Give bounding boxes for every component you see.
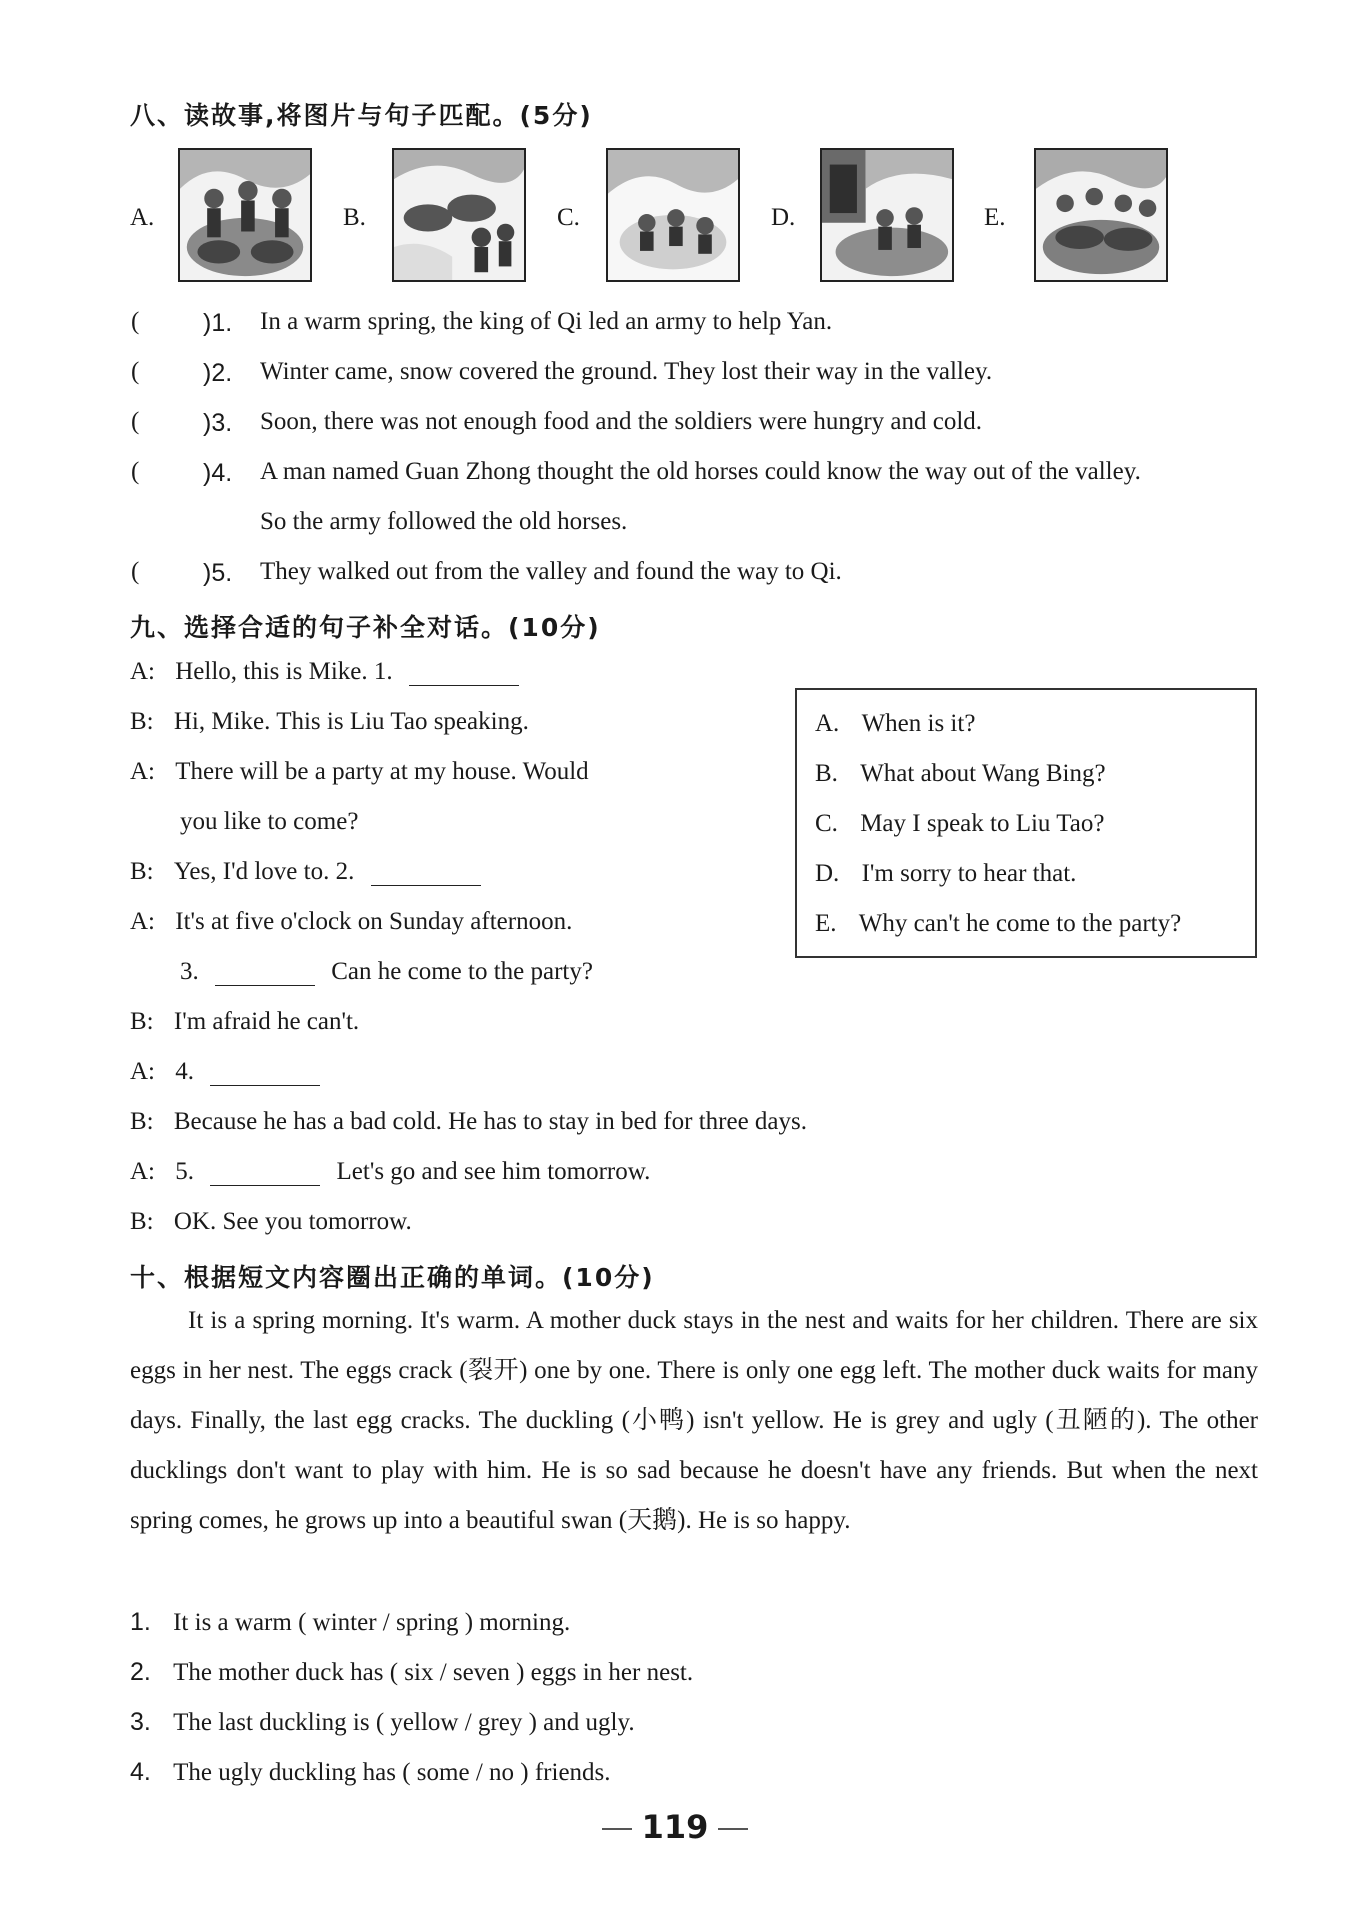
speaker: B: (130, 1008, 154, 1035)
dialogue-line-11 (130, 1208, 412, 1236)
dialogue-line-4 (130, 858, 491, 886)
item-text: Soon, there was not enough food and the soldiers were hungry and cold. (260, 408, 983, 435)
line-text: Hello, this is Mike. 1. (175, 658, 393, 685)
answer-paren[interactable]: ( (131, 458, 140, 485)
picture-b (392, 148, 526, 282)
option-text: What about Wang Bing? (860, 760, 1106, 787)
answer-paren[interactable]: ( (131, 408, 140, 435)
picture-e (1034, 148, 1168, 282)
question-4 (130, 1758, 611, 1787)
item-number: )4. (203, 459, 233, 487)
answer-blank-3[interactable] (215, 959, 315, 986)
soldiers-sitting-in-snow-illustration (608, 150, 738, 280)
line-text: you like to come? (180, 808, 359, 835)
army-on-horseback-illustration (1036, 150, 1166, 280)
question-2 (130, 1658, 693, 1687)
soldiers-marching-illustration (180, 150, 310, 280)
option-text: I'm sorry to hear that. (861, 860, 1077, 887)
army-at-city-gate-illustration (822, 150, 952, 280)
line-number: 3. (180, 958, 199, 985)
dialogue-line-6 (180, 958, 593, 986)
answer-blank-4[interactable] (210, 1059, 320, 1086)
line-text: Let's go and see him tomorrow. (336, 1158, 651, 1185)
question-1 (130, 1608, 570, 1637)
line-text: Hi, Mike. This is Liu Tao speaking. (173, 708, 529, 735)
item-text-continued: So the army followed the old horses. (260, 508, 628, 535)
answer-paren[interactable]: ( (131, 558, 140, 585)
dialogue-line-8 (130, 1058, 330, 1086)
option-letter: E. (815, 910, 837, 937)
item-text: A man named Guan Zhong thought the old horses could know the way out of the valley. (260, 458, 1141, 485)
line-text: OK. See you tomorrow. (173, 1208, 412, 1235)
line-number: 5. (175, 1158, 194, 1185)
section-10-heading: 十、根据短文内容圈出正确的单词。(10分) (130, 1263, 655, 1292)
question-number: 1. (130, 1608, 151, 1636)
option-text: When is it? (861, 710, 976, 737)
question-text[interactable]: The ugly duckling has ( some / no ) friends. (173, 1759, 611, 1786)
line-text: It's at five o'clock on Sunday afternoon. (175, 908, 573, 935)
picture-c (606, 148, 740, 282)
dash-left (602, 1828, 632, 1830)
speaker: B: (130, 1108, 154, 1135)
section-9-heading: 九、选择合适的句子补全对话。(10分) (130, 613, 601, 642)
option-letter: C. (815, 810, 838, 837)
reading-passage: It is a spring morning. It's warm. A mother duck stays in the nest and waits for her children. There are six eggs in her nest. The eggs crack (裂开) one by one. There is only one egg left. The mother duck waits for many days. Finally, the last egg cracks. The duckling (小鸭) isn't yellow. He is grey and ugly (丑陋的). The other ducklings don't want to play with him. He is so sad because he doesn't have any friends. But when the next spring comes, he grows up into a beautiful swan (天鹅). He is so happy. (130, 1307, 1258, 1534)
section-8-heading: 八、读故事,将图片与句子匹配。(5分) (130, 101, 593, 130)
dialogue-line-10 (130, 1158, 650, 1186)
picture-label-c: C. (557, 204, 580, 231)
speaker: A: (130, 758, 155, 785)
answer-blank-1[interactable] (409, 659, 519, 686)
page-number-value: 119 (641, 1808, 709, 1846)
picture-row (130, 148, 1230, 288)
item-text: They walked out from the valley and found the way to Qi. (260, 558, 842, 585)
line-text: Because he has a bad cold. He has to stay in bed for three days. (173, 1108, 807, 1135)
speaker: B: (130, 858, 154, 885)
question-number: 2. (130, 1658, 151, 1686)
option-a (815, 710, 975, 738)
picture-label-e: E. (984, 204, 1006, 231)
speaker: A: (130, 658, 155, 685)
item-number: )3. (203, 409, 233, 437)
answer-paren[interactable]: ( (131, 308, 140, 335)
answer-blank-5[interactable] (210, 1159, 320, 1186)
horses-and-soldiers-illustration (394, 150, 524, 280)
picture-label-b: B. (343, 204, 366, 231)
dialogue-line-2 (130, 708, 529, 736)
option-c (815, 810, 1104, 838)
line-text: Yes, I'd love to. 2. (173, 858, 355, 885)
item-number: )1. (203, 309, 233, 337)
line-text: There will be a party at my house. Would (175, 758, 589, 785)
dialogue-line-1 (130, 658, 529, 686)
dialogue-line-7 (130, 1008, 359, 1036)
item-text: Winter came, snow covered the ground. They lost their way in the valley. (260, 358, 993, 385)
question-3 (130, 1708, 635, 1737)
answer-paren[interactable]: ( (131, 358, 140, 385)
option-d (815, 860, 1076, 888)
line-text: 4. (175, 1058, 194, 1085)
speaker: A: (130, 1058, 155, 1085)
picture-label-a: A. (130, 204, 155, 231)
picture-label-d: D. (771, 204, 796, 231)
option-text: May I speak to Liu Tao? (860, 810, 1105, 837)
option-letter: B. (815, 760, 838, 787)
question-text[interactable]: It is a warm ( winter / spring ) morning. (173, 1609, 571, 1636)
item-number: )5. (203, 559, 233, 587)
question-text[interactable]: The last duckling is ( yellow / grey ) and ugly. (173, 1709, 635, 1736)
dialogue-line-3 (130, 758, 589, 786)
dialogue-line-5 (130, 908, 572, 936)
speaker: B: (130, 1208, 154, 1235)
speaker: B: (130, 708, 154, 735)
option-letter: D. (815, 860, 840, 887)
speaker: A: (130, 908, 155, 935)
dialogue-line-3-continued (180, 808, 358, 836)
dialogue-line-9 (130, 1108, 807, 1136)
line-text: Can he come to the party? (331, 958, 593, 985)
answer-blank-2[interactable] (371, 859, 481, 886)
option-text: Why can't he come to the party? (858, 910, 1182, 937)
option-e (815, 910, 1181, 938)
picture-d (820, 148, 954, 282)
option-letter: A. (815, 710, 840, 737)
item-text: In a warm spring, the king of Qi led an army to help Yan. (260, 308, 833, 335)
picture-a (178, 148, 312, 282)
page-number (0, 1808, 1350, 1846)
question-number: 3. (130, 1708, 151, 1736)
dash-right (718, 1828, 748, 1830)
item-number: )2. (203, 359, 233, 387)
speaker: A: (130, 1158, 155, 1185)
options-box (795, 688, 1257, 958)
question-text[interactable]: The mother duck has ( six / seven ) eggs in her nest. (173, 1659, 694, 1686)
question-number: 4. (130, 1758, 151, 1786)
line-text: I'm afraid he can't. (173, 1008, 360, 1035)
option-b (815, 760, 1106, 788)
